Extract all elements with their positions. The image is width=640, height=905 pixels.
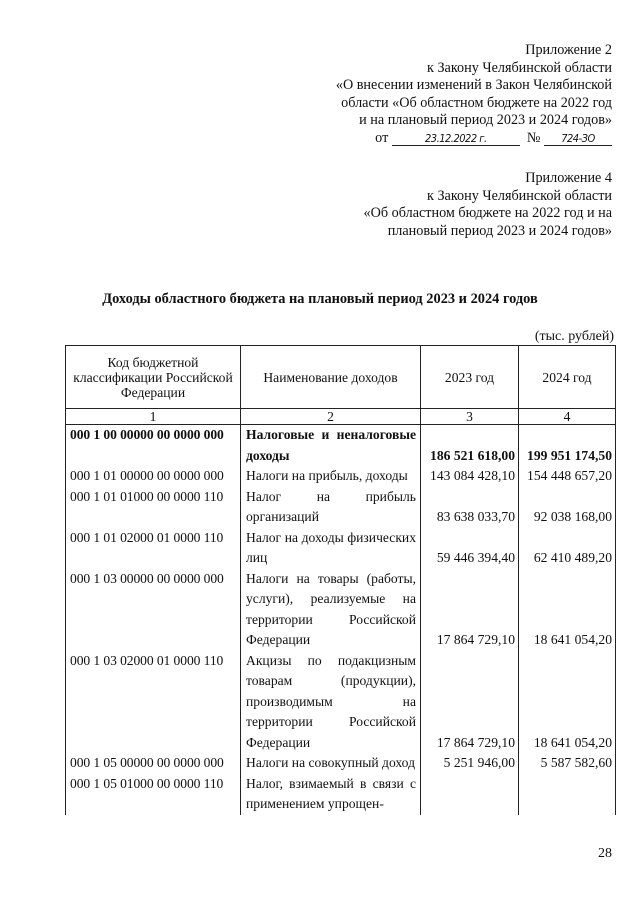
row-value-2024 xyxy=(519,774,616,815)
row-code: 000 1 01 01000 00 0000 110 xyxy=(66,487,241,528)
table-row xyxy=(66,487,616,528)
row-value-2024: 154 448 657,20 xyxy=(519,466,616,487)
table-header-row xyxy=(66,346,616,409)
page-number: 28 xyxy=(598,846,612,861)
column-number: 4 xyxy=(519,409,616,425)
appendix-4-header xyxy=(364,170,612,240)
row-name: Налог на прибыль организаций xyxy=(241,487,421,528)
appendix-4-line: плановый период 2023 и 2024 годов» xyxy=(387,222,612,239)
row-name: Налог, взимаемый в связи с применением упрощен- xyxy=(241,774,421,815)
row-name: Акцизы по подакцизным товарам (продукции), производимым на территории Российской Федерации xyxy=(241,651,421,754)
header-2023: 2023 год xyxy=(421,346,519,409)
appendix-2-line: «О внесении изменений в Закон Челябинской xyxy=(335,77,612,93)
from-label: от xyxy=(375,129,389,146)
table-row xyxy=(66,651,616,754)
appendix-2-header xyxy=(336,42,612,147)
row-name: Налог на доходы физических лиц xyxy=(241,528,421,569)
row-code: 000 1 01 00000 00 0000 000 xyxy=(66,466,241,487)
table-row xyxy=(66,425,616,467)
table-row xyxy=(66,466,616,487)
row-value-2024: 92 038 168,00 xyxy=(519,487,616,528)
appendix-2-line: Приложение 2 xyxy=(525,42,612,58)
appendix-4-line: Приложение 4 xyxy=(525,170,612,186)
row-value-2024: 18 641 054,20 xyxy=(519,569,616,651)
document-title: Доходы областного бюджета на плановый период 2023 и 2024 годов xyxy=(102,291,538,307)
row-value-2024: 18 641 054,20 xyxy=(519,651,616,754)
row-value-2023: 59 446 394,40 xyxy=(421,528,519,569)
row-value-2023: 83 638 033,70 xyxy=(421,487,519,528)
row-value-2023: 186 521 618,00 xyxy=(421,425,519,467)
appendix-4-line: к Закону Челябинской области xyxy=(427,187,612,204)
row-name: Налоги на товары (работы, услуги), реализуемые на территории Российской Федерации xyxy=(241,569,421,651)
table-row xyxy=(66,774,616,815)
appendix-2-signature-line xyxy=(336,130,612,148)
row-code: 000 1 05 00000 00 0000 000 xyxy=(66,753,241,774)
row-value-2023: 17 864 729,10 xyxy=(421,651,519,754)
row-value-2023 xyxy=(421,774,519,815)
row-name: Налоги на совокупный доход xyxy=(241,753,421,774)
table-row xyxy=(66,569,616,651)
column-number: 2 xyxy=(241,409,421,425)
header-2024: 2024 год xyxy=(519,346,616,409)
row-value-2023: 5 251 946,00 xyxy=(421,753,519,774)
header-name: Наименование доходов xyxy=(241,346,421,409)
appendix-2-line: области «Об областном бюджете на 2022 год xyxy=(341,94,612,111)
number-label: № xyxy=(526,129,541,146)
row-name: Налоги на прибыль, доходы xyxy=(241,466,421,487)
row-code: 000 1 03 02000 01 0000 110 xyxy=(66,651,241,754)
table-row xyxy=(66,528,616,569)
appendix-4-line: «Об областном бюджете на 2022 год и на xyxy=(363,205,612,221)
table-row xyxy=(66,753,616,774)
row-code: 000 1 01 02000 01 0000 110 xyxy=(66,528,241,569)
law-date: 23.12.2022 г. xyxy=(392,132,520,146)
row-code: 000 1 00 00000 00 0000 000 xyxy=(66,425,241,467)
appendix-2-line: к Закону Челябинской области xyxy=(427,59,612,76)
header-code: Код бюджетной классификации Российской Федерации xyxy=(66,346,241,409)
column-number-row xyxy=(66,409,616,425)
revenue-table xyxy=(65,345,616,815)
row-value-2023: 143 084 428,10 xyxy=(421,466,519,487)
row-value-2024: 199 951 174,50 xyxy=(519,425,616,467)
row-code: 000 1 05 01000 00 0000 110 xyxy=(66,774,241,815)
row-value-2024: 5 587 582,60 xyxy=(519,753,616,774)
row-value-2024: 62 410 489,20 xyxy=(519,528,616,569)
law-number: 724-ЗО xyxy=(544,132,612,146)
row-name: Налоговые и неналоговые доходы xyxy=(241,425,421,467)
row-code: 000 1 03 00000 00 0000 000 xyxy=(66,569,241,651)
units-label: (тыс. рублей) xyxy=(534,329,614,344)
column-number: 3 xyxy=(421,409,519,425)
appendix-2-line: и на плановый период 2023 и 2024 годов» xyxy=(359,112,612,128)
row-value-2023: 17 864 729,10 xyxy=(421,569,519,651)
column-number: 1 xyxy=(66,409,241,425)
